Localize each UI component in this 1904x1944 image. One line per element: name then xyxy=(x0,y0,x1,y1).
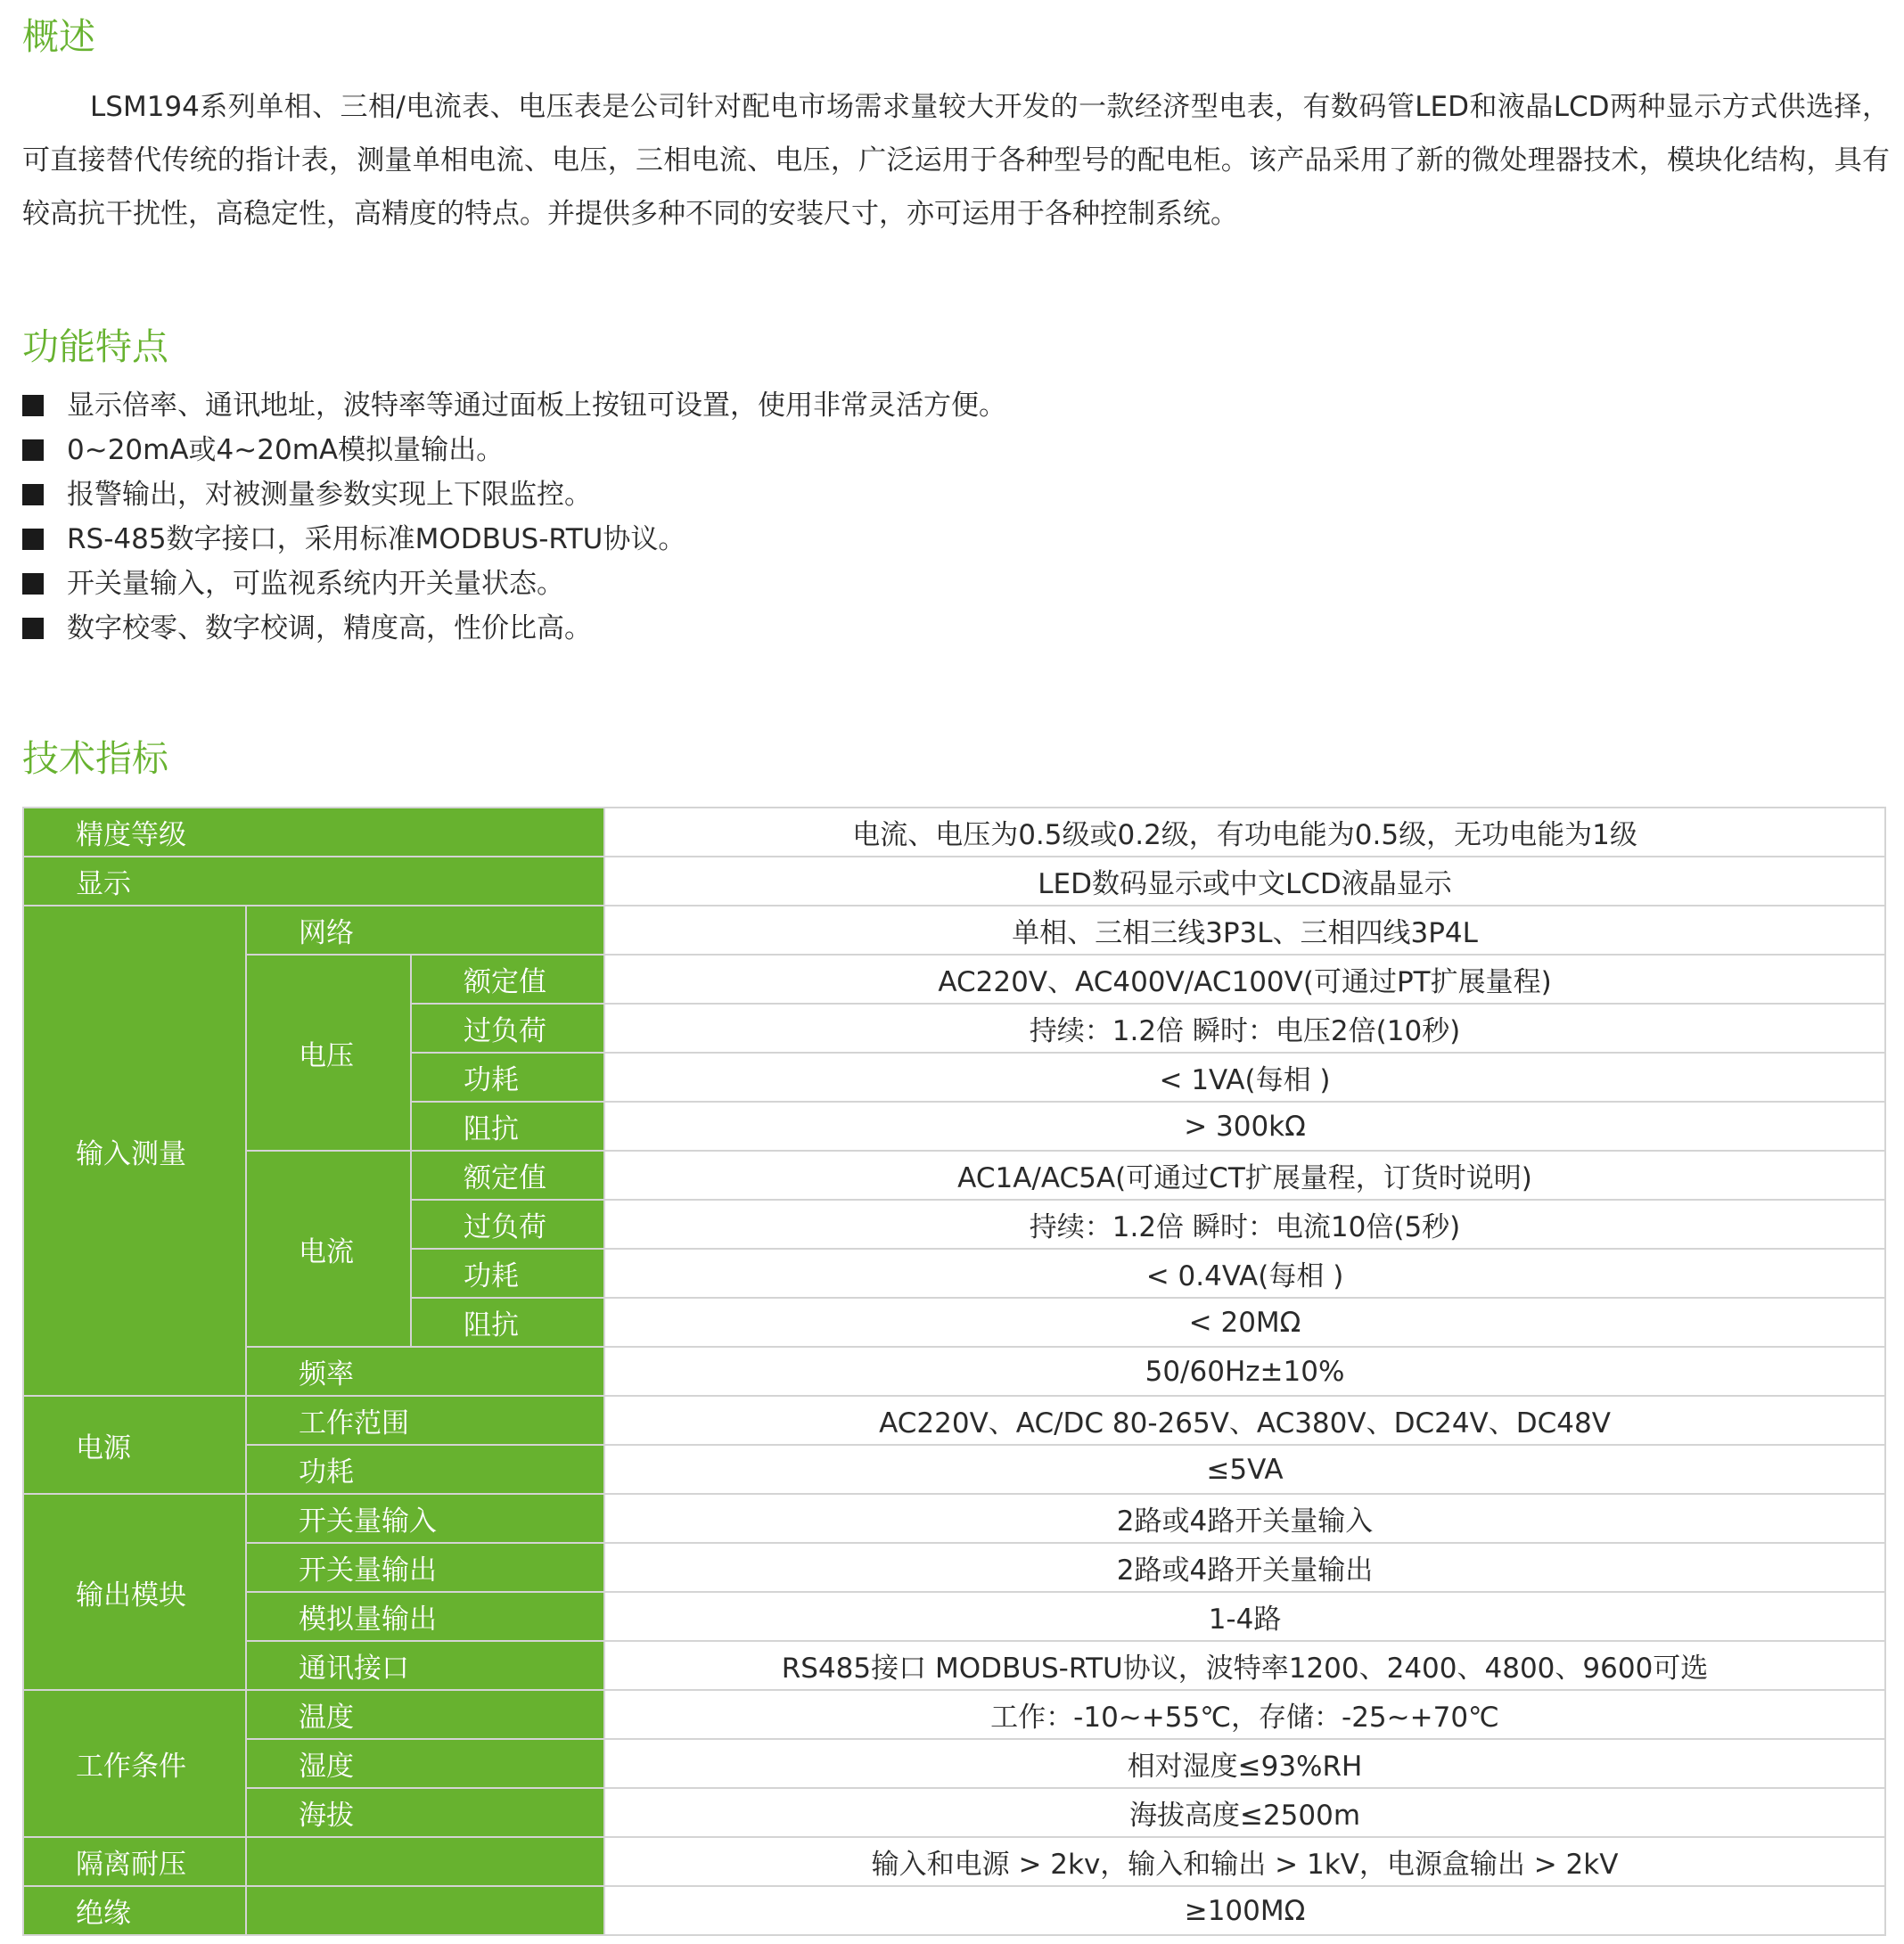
table-row xyxy=(23,1445,1885,1494)
table-row xyxy=(23,808,1885,857)
row-value: 单相、三相三线3P3L、三相四线3P4L xyxy=(604,906,1885,955)
table-row xyxy=(23,1543,1885,1592)
table-row xyxy=(23,906,1885,955)
feature-item: 开关量输入，可监视系统内开关量状态。 xyxy=(22,562,1006,606)
row-label: 功耗 xyxy=(411,1053,604,1102)
table-row xyxy=(23,955,1885,1004)
row-value: 1-4路 xyxy=(604,1592,1885,1641)
features-title: 功能特点 xyxy=(22,325,168,368)
row-value: AC1A/AC5A(可通过CT扩展量程，订货时说明) xyxy=(604,1151,1885,1200)
row-label: 过负荷 xyxy=(411,1200,604,1249)
table-row xyxy=(23,1641,1885,1690)
row-value: ≤5VA xyxy=(604,1445,1885,1494)
row-label: 功耗 xyxy=(246,1445,604,1494)
row-label: 湿度 xyxy=(246,1739,604,1788)
table-row xyxy=(23,1788,1885,1837)
empty-cell xyxy=(246,1837,604,1886)
row-label-display: 显示 xyxy=(23,857,604,906)
row-value: < 1VA(每相 ) xyxy=(604,1053,1885,1102)
table-row xyxy=(23,1592,1885,1641)
row-value: 工作：-10~+55℃，存储：-25~+70℃ xyxy=(604,1690,1885,1739)
row-value: AC220V、AC400V/AC100V(可通过PT扩展量程) xyxy=(604,955,1885,1004)
row-value: 持续：1.2倍 瞬时：电流10倍(5秒) xyxy=(604,1200,1885,1249)
row-value: LED数码显示或中文LCD液晶显示 xyxy=(604,857,1885,906)
table-row xyxy=(23,1690,1885,1739)
table-row xyxy=(23,1837,1885,1886)
table-row xyxy=(23,1494,1885,1543)
row-value: 输入和电源 > 2kv，输入和输出 > 1kV，电源盒输出 > 2kV xyxy=(604,1837,1885,1886)
row-value: 持续：1.2倍 瞬时：电压2倍(10秒) xyxy=(604,1004,1885,1053)
square-bullet-icon xyxy=(22,618,44,639)
row-label: 功耗 xyxy=(411,1249,604,1298)
empty-cell xyxy=(246,1886,604,1935)
row-label: 模拟量输出 xyxy=(246,1592,604,1641)
overview-paragraph: LSM194系列单相、三相/电流表、电压表是公司针对配电市场需求量较大开发的一款经济型电表，有数码管LED和液晶LCD两种显示方式供选择，可直接替代传统的指计表，测量单相电流、电压，三相电流、电压，广泛运用于各种型号的配电柜。该产品采用了新的微处理器技术，模块化结构，具有较高抗干扰性，高稳定性，高精度的特点。并提供多种不同的安装尺寸，亦可运用于各种控制系统。 xyxy=(22,91,1890,230)
group-label-voltage: 电压 xyxy=(246,955,411,1151)
square-bullet-icon xyxy=(22,484,44,505)
row-label: 工作范围 xyxy=(246,1396,604,1445)
group-label-current: 电流 xyxy=(246,1151,411,1347)
spec-table xyxy=(22,807,1886,1936)
row-label: 额定值 xyxy=(411,955,604,1004)
row-label: 阻抗 xyxy=(411,1298,604,1347)
row-value: RS485接口 MODBUS-RTU协议，波特率1200、2400、4800、9600可选 xyxy=(604,1641,1885,1690)
row-label: 开关量输出 xyxy=(246,1543,604,1592)
row-label: 阻抗 xyxy=(411,1102,604,1151)
feature-item: 0~20mA或4~20mA模拟量输出。 xyxy=(22,428,1006,472)
row-value: AC220V、AC/DC 80-265V、AC380V、DC24V、DC48V xyxy=(604,1396,1885,1445)
row-label: 开关量输入 xyxy=(246,1494,604,1543)
row-label-frequency: 频率 xyxy=(246,1347,604,1396)
square-bullet-icon xyxy=(22,529,44,550)
feature-list xyxy=(22,383,1006,651)
row-label-insulation: 绝缘 xyxy=(23,1886,246,1935)
group-label-output: 输出模块 xyxy=(23,1494,246,1690)
table-row xyxy=(23,1347,1885,1396)
row-value: 相对湿度≤93%RH xyxy=(604,1739,1885,1788)
feature-item: 报警输出，对被测量参数实现上下限监控。 xyxy=(22,472,1006,517)
row-value: 海拔高度≤2500m xyxy=(604,1788,1885,1837)
overview-title: 概述 xyxy=(22,15,95,58)
table-row xyxy=(23,1151,1885,1200)
row-value: 50/60Hz±10% xyxy=(604,1347,1885,1396)
square-bullet-icon xyxy=(22,573,44,595)
row-value: < 20MΩ xyxy=(604,1298,1885,1347)
table-row xyxy=(23,1886,1885,1935)
square-bullet-icon xyxy=(22,439,44,461)
feature-item: RS-485数字接口，采用标准MODBUS-RTU协议。 xyxy=(22,517,1006,562)
row-label: 额定值 xyxy=(411,1151,604,1200)
specs-title: 技术指标 xyxy=(22,737,168,780)
group-label-input: 输入测量 xyxy=(23,906,246,1396)
row-value: > 300kΩ xyxy=(604,1102,1885,1151)
table-row xyxy=(23,1396,1885,1445)
table-row xyxy=(23,1739,1885,1788)
table-row xyxy=(23,857,1885,906)
row-label: 通讯接口 xyxy=(246,1641,604,1690)
row-label-network: 网络 xyxy=(246,906,604,955)
row-label: 过负荷 xyxy=(411,1004,604,1053)
row-value: < 0.4VA(每相 ) xyxy=(604,1249,1885,1298)
feature-item: 显示倍率、通讯地址，波特率等通过面板上按钮可设置，使用非常灵活方便。 xyxy=(22,383,1006,428)
row-value: 电流、电压为0.5级或0.2级，有功电能为0.5级，无功电能为1级 xyxy=(604,808,1885,857)
row-value: 2路或4路开关量输入 xyxy=(604,1494,1885,1543)
row-value: 2路或4路开关量输出 xyxy=(604,1543,1885,1592)
row-label: 温度 xyxy=(246,1690,604,1739)
feature-item: 数字校零、数字校调，精度高，性价比高。 xyxy=(22,606,1006,651)
group-label-power: 电源 xyxy=(23,1396,246,1494)
square-bullet-icon xyxy=(22,395,44,416)
row-label: 海拔 xyxy=(246,1788,604,1837)
group-label-conditions: 工作条件 xyxy=(23,1690,246,1837)
row-value: ≥100MΩ xyxy=(604,1886,1885,1935)
row-label-isolation: 隔离耐压 xyxy=(23,1837,246,1886)
row-label-accuracy: 精度等级 xyxy=(23,808,604,857)
